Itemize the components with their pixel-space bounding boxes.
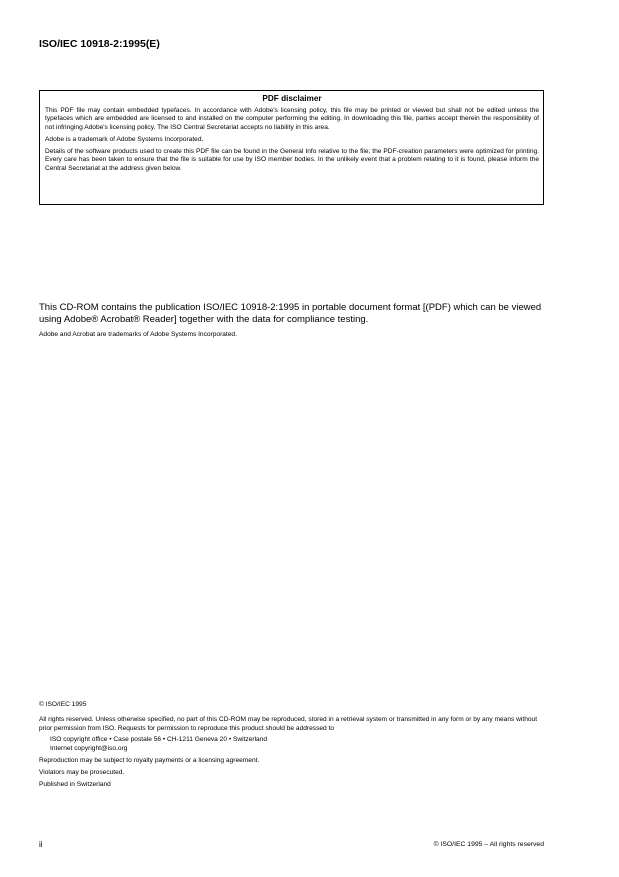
pdf-disclaimer-box	[39, 90, 544, 205]
disclaimer-paragraph-details: Details of the software products used to create this PDF file can be found in the General Info relative to the file; the PDF-creation parameters were optimized for printing. Every care has been taken to ensure that the file is suitable for use by ISO member bodies. In the unlikely event that a problem relating to it is found, please inform the Central Secretariat at the address given below.	[45, 148, 539, 172]
address-line: ISO copyright office • Case postale 56 • CH-1211 Geneva 20 • Switzerland	[50, 736, 268, 744]
copyright-line: © ISO/IEC 1995	[39, 701, 87, 708]
disclaimer-title: PDF disclaimer	[262, 94, 322, 103]
cdrom-intro-paragraph: This CD-ROM contains the publication ISO/IEC 10918-2:1995 in portable document format [(PDF) which can be viewed using Adobe® Acrobat® Reader] together with the data for compliance testing.	[39, 302, 542, 325]
violators-note: Violators may be prosecuted.	[39, 768, 125, 776]
page-number: ii	[39, 840, 43, 849]
document-id: ISO/IEC 10918-2:1995(E)	[39, 38, 160, 50]
internet-address: Internet copyright@iso.org	[50, 745, 128, 753]
footer-rights: © ISO/IEC 1995 – All rights reserved	[433, 841, 544, 848]
royalty-note: Reproduction may be subject to royalty payments or a licensing agreement.	[39, 756, 260, 764]
disclaimer-paragraph-typefaces: This PDF file may contain embedded typefaces. In accordance with Adobe's licensing policy, this file may be printed or viewed but shall not be edited unless the typefaces which are embedded are licensed to and installed on the computer performing the editing. In downloading this file, parties accept therein the responsibility of not infringing Adobe's licensing policy. The ISO Central Secretariat accepts no liability in this area.	[45, 107, 539, 131]
trademark-note: Adobe and Acrobat are trademarks of Adobe Systems Incorporated.	[39, 331, 237, 338]
copyright-office-address	[39, 736, 549, 754]
disclaimer-paragraph-trademark: Adobe is a trademark of Adobe Systems Incorporated.	[45, 135, 204, 143]
rights-statement: All rights reserved. Unless otherwise specified, no part of this CD-ROM may be reproduced, stored in a retrieval system or transmitted in any form or by any means without prior permission from ISO. Requests for permission to reproduce this product should be addressed to	[39, 715, 538, 732]
copyright-block	[39, 701, 549, 792]
published-note: Published in Switzerland	[39, 780, 111, 788]
